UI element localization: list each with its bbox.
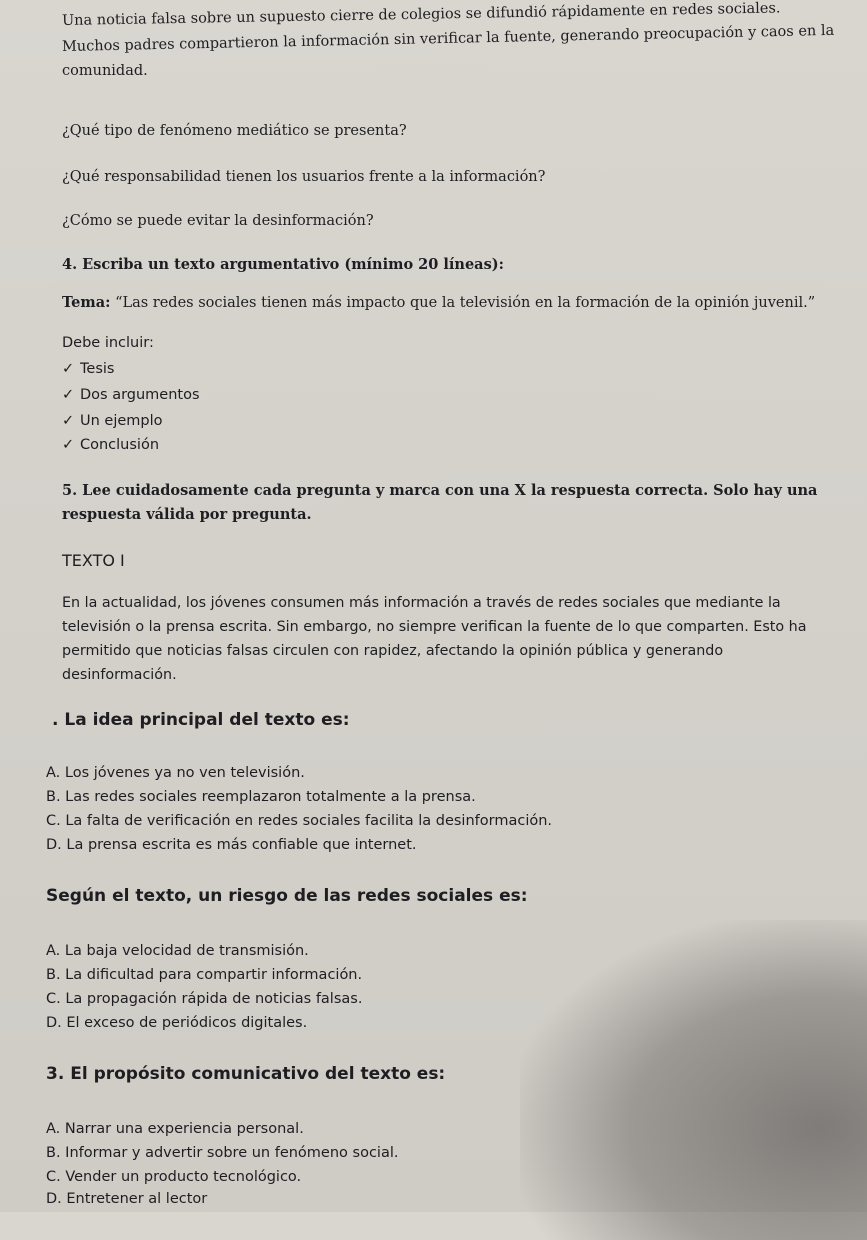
check-icon: ✓ — [62, 387, 75, 403]
item4-heading: 4. Escriba un texto argumentativo (mínimo 20 líneas): — [62, 256, 504, 273]
question-responsibility: ¿Qué responsabilidad tienen los usuarios frente a la información? — [62, 169, 546, 185]
intro-line-3: comunidad. — [62, 63, 148, 79]
mc-question-risk: Según el texto, un riesgo de las redes sociales es: — [46, 886, 528, 906]
photo-shadow — [520, 920, 867, 1240]
texto-line-3: permitido que noticias falsas circulen con rapidez, afectando la opinión pública y generando — [62, 643, 724, 659]
question-phenomenon: ¿Qué tipo de fenómeno mediático se presenta? — [62, 123, 407, 139]
check-icon: ✓ — [62, 413, 75, 429]
mc-question-main-idea: . La idea principal del texto es: — [52, 710, 350, 730]
option-risk-b[interactable]: B. La dificultad para compartir información. — [46, 967, 363, 983]
option-purpose-c[interactable]: C. Vender un producto tecnológico. — [46, 1169, 302, 1185]
question-prevention: ¿Cómo se puede evitar la desinformación? — [62, 213, 374, 229]
check-icon: ✓ — [62, 361, 75, 377]
tema-label: Tema: — [62, 294, 111, 311]
option-main-idea-d[interactable]: D. La prensa escrita es más confiable que internet. — [46, 837, 417, 853]
tema-text: “Las redes sociales tienen más impacto que la televisión en la formación de la opinión juvenil.” — [115, 295, 816, 311]
option-risk-a[interactable]: A. La baja velocidad de transmisión. — [46, 943, 309, 959]
mc-question-purpose: 3. El propósito comunicativo del texto es: — [46, 1064, 446, 1084]
option-risk-c[interactable]: C. La propagación rápida de noticias falsas. — [46, 991, 363, 1007]
texto-line-4: desinformación. — [62, 667, 177, 683]
intro-line-1: Una noticia falsa sobre un supuesto cierre de colegios se difundió rápidamente en redes sociales. — [61, 0, 781, 29]
item5-instruction-line-2: respuesta válida por pregunta. — [62, 506, 312, 523]
include-item-thesis: ✓ Tesis — [62, 361, 115, 377]
option-purpose-d[interactable]: D. Entretener al lector — [46, 1191, 208, 1207]
option-risk-d[interactable]: D. El exceso de periódicos digitales. — [46, 1015, 308, 1031]
option-main-idea-b[interactable]: B. Las redes sociales reemplazaron totalmente a la prensa. — [46, 789, 476, 805]
include-item-conclusion: ✓ Conclusión — [62, 437, 160, 453]
include-item-arguments: ✓ Dos argumentos — [62, 387, 200, 403]
include-item-example: ✓ Un ejemplo — [62, 413, 163, 429]
intro-line-2: Muchos padres compartieron la información sin verificar la fuente, generando preocupación y caos en la — [61, 22, 835, 55]
item4-tema — [62, 296, 815, 311]
texto-line-2: televisión o la prensa escrita. Sin embargo, no siempre verifican la fuente de lo que comparten. Esto ha — [62, 619, 807, 635]
texto-line-1: En la actualidad, los jóvenes consumen más información a través de redes sociales que mediante la — [62, 595, 781, 611]
option-main-idea-a[interactable]: A. Los jóvenes ya no ven televisión. — [46, 765, 305, 781]
include-label: Debe incluir: — [62, 335, 154, 351]
texto-title: TEXTO I — [62, 551, 125, 570]
check-icon: ✓ — [62, 437, 75, 453]
option-main-idea-c[interactable]: C. La falta de verificación en redes sociales facilita la desinformación. — [46, 813, 553, 829]
item5-instruction-line-1: 5. Lee cuidadosamente cada pregunta y marca con una X la respuesta correcta. Solo hay una — [62, 482, 818, 499]
option-purpose-b[interactable]: B. Informar y advertir sobre un fenómeno social. — [46, 1145, 399, 1161]
option-purpose-a[interactable]: A. Narrar una experiencia personal. — [46, 1121, 304, 1137]
